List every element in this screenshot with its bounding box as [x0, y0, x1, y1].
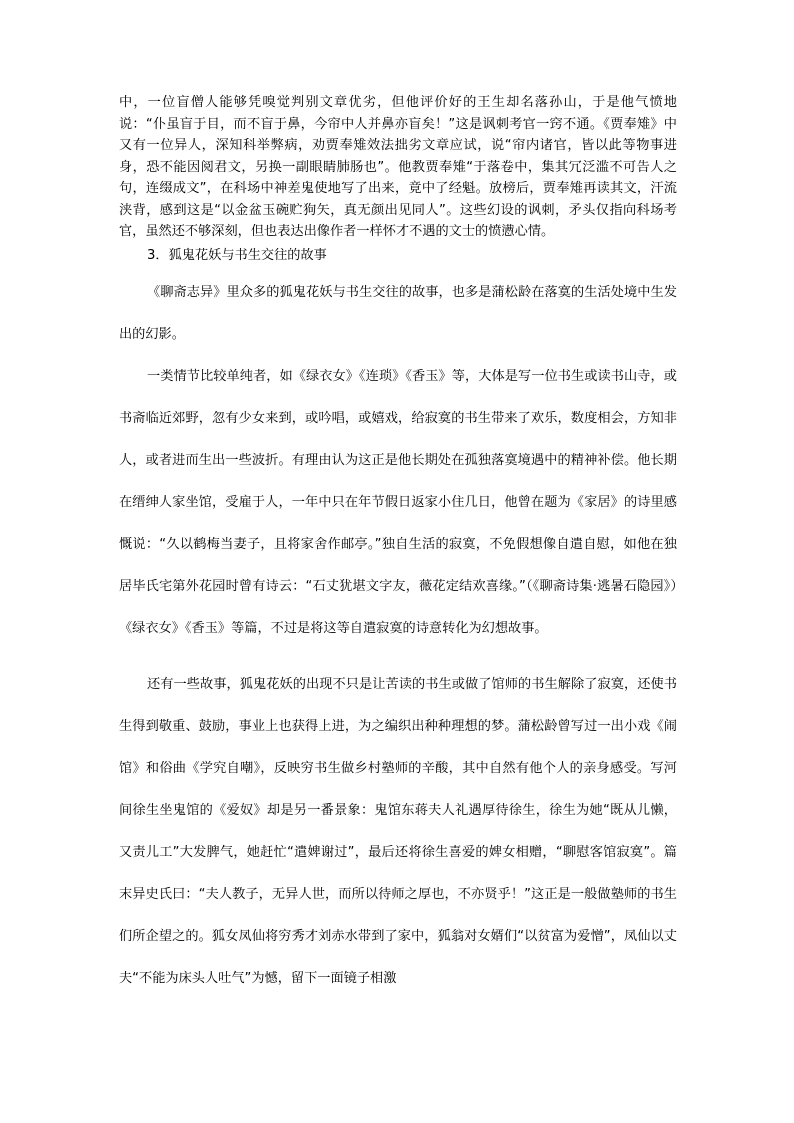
paragraph-continuation: 中，一位盲僧人能够凭嗅觉判别文章优劣，但他评价好的王生却名落孙山，于是他气愤地说：“仆虽盲于目，而不盲于鼻，今帘中人并鼻亦盲矣！”这是讽刺考官一窍不通。《贾奉雉》中又有一位异人，深知科举弊病，劝贾奉雉效法拙劣文章应试，说“帘内诸官，皆以此等物事进身，恐不能因阅君文，另换一副眼睛肺肠也”。他教贾奉雉“于落卷中，集其冗泛滥不可告人之句，连缀成文”，在科场中神差鬼使地写了出来，竟中了经魁。放榜后，贾奉雉再读其文，汗流浃背，感到这是“以金盆玉碗贮狗矢，真无颜出见同人”。这些幻设的讽刺，矛头仅指向科场考官，虽然还不够深刻，但也表达出像作者一样怀才不遇的文士的愤懑心情。: [119, 95, 677, 239]
paragraph-simple-plots: 一类情节比较单纯者，如《绿衣女》《连琐》《香玉》等，大体是写一位书生或读书山寺，或书斋临近郊野，忽有少女来到，或吟唱，或嬉戏，给寂寞的书生带来了欢乐，数度相会，方知非人，或者进而生出一些波折。有理由认为这正是他长期处在孤独落寞境遇中的精神补偿。他长期在缙绅人家坐馆，受雇于人，一年中只在年节假日返家小住几日，他曾在题为《家居》的诗里感慨说：“久以鹤梅当妻子，且将家舍作邮亭。”独自生活的寂寞，不免假想像自遣自慰，如他在独居毕氏宅第外花园时曾有诗云：“石丈犹堪文字友，薇花定结欢喜缘。”（《聊斋诗集·逃暑石隐园》）《绿衣女》《香玉》等篇，不过是将这等自遣寂寞的诗意转化为幻想故事。: [119, 369, 677, 636]
section-heading: 3．狐鬼花妖与书生交往的故事: [147, 247, 327, 263]
paragraph-ideal-dreams: 还有一些故事，狐鬼花妖的出现不只是让苦读的书生或做了馆师的书生解除了寂寞，还使书生得到敬重、鼓励，事业上也获得上进，为之编织出种种理想的梦。蒲松龄曾写过一出小戏《闹馆》和俗曲《学究自嘲》，反映穷书生做乡村塾师的辛酸，其中自然有他个人的亲身感受。写河间徐生坐鬼馆的《爱奴》却是另一番景象：鬼馆东蒋夫人礼遇厚待徐生，徐生为她“既从儿懒，又责儿工”大发脾气，她赶忙“遣婢谢过”，最后还将徐生喜爱的婢女相赠，“聊慰客馆寂寞”。篇末异史氏曰：“夫人教子，无异人世，而所以待师之厚也，不亦贤乎！”这正是一般做塾师的书生们所企望之的。狐女凤仙将穷秀才刘赤水带到了家中，狐翁对女婿们“以贫富为爱憎”，凤仙以丈夫“不能为床头人吐气”为憾，留下一面镜子相激: [119, 677, 677, 986]
document-page: [119, 92, 677, 1000]
paragraph-intro: 《聊斋志异》里众多的狐鬼花妖与书生交往的故事，也多是蒲松龄在落寞的生活处境中生发出的幻影。: [119, 285, 677, 342]
